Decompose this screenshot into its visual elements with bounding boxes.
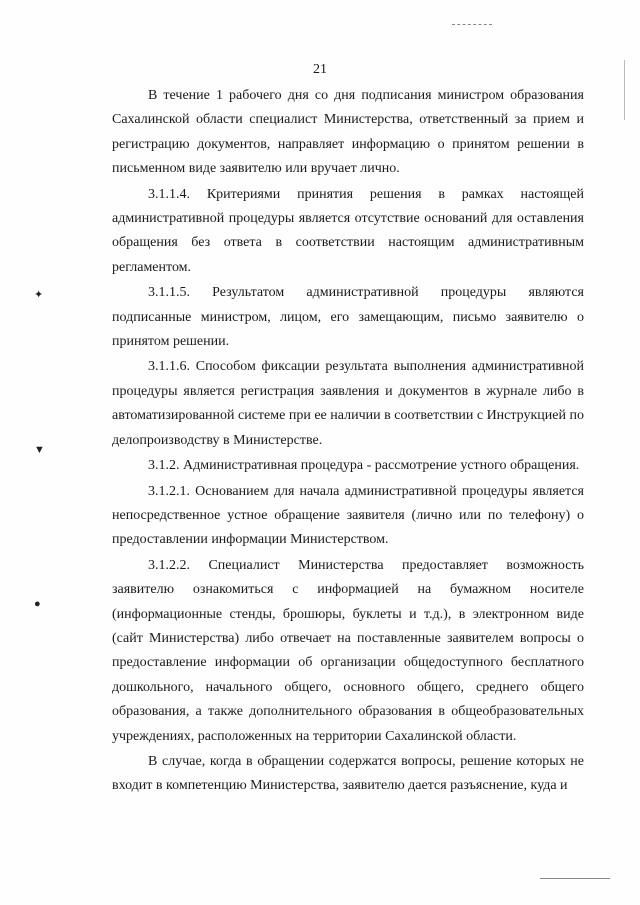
scan-artifact (452, 24, 492, 25)
scan-artifact (624, 60, 625, 120)
binder-mark-icon: ▼ (34, 444, 45, 456)
paragraph: 3.1.1.6. Способом фиксации результата выполнения административной процедуры является регистрация заявления и документов в журнале либо в автоматизированной системе при ее наличии в соответствии с Инструкцией по делопроизводству в Министерстве. (112, 359, 584, 448)
paragraph: 3.1.1.5. Результатом административной процедуры являются подписанные министром, лицом, его замещающим, письмо заявителю о принятом решении. (112, 285, 584, 350)
paragraph: 3.1.2. Административная процедура - рассмотрение устного обращения. (148, 458, 580, 474)
paragraph: 3.1.2.1. Основанием для начала административной процедуры является непосредственное устное обращение заявителя (лично или по телефону) о предоставлении информации Министерством. (112, 483, 584, 548)
paragraph: 3.1.2.2. Специалист Министерства предоставляет возможность заявителю ознакомиться с информацией на бумажном носителе (информационные стенды, брошюры, буклеты и т.д.), в электронном виде (сайт Министерства) либо отвечает на поставленные заявителем вопросы о предоставление информации об организации общедоступного бесплатного дошкольного, начального общего, основного общего, среднего общего образования, а также дополнительного образования в общеобразовательных учреждениях, расположенных на территории Сахалинской области. (112, 557, 584, 744)
binder-mark-icon: ● (34, 598, 41, 610)
paragraph: В случае, когда в обращении содержатся вопросы, решение которых не входит в компетенцию Министерства, заявителю дается разъяснение, куда и (112, 753, 584, 794)
paragraph: 3.1.1.4. Критериями принятия решения в рамках настоящей административной процедуры является отсутствие оснований для оставления обращения без ответа в соответствии настоящим административным регламентом. (112, 186, 584, 275)
paragraph: В течение 1 рабочего дня со дня подписания министром образования Сахалинской области специалист Министерства, ответственный за прием и регистрацию документов, направляет информацию о принятом решении в письменном виде заявителю или вручает лично. (112, 88, 584, 177)
scan-artifact (540, 878, 610, 879)
document-body (112, 84, 584, 800)
page-number: 21 (313, 62, 327, 77)
binder-mark-icon: ✦ (34, 289, 44, 301)
